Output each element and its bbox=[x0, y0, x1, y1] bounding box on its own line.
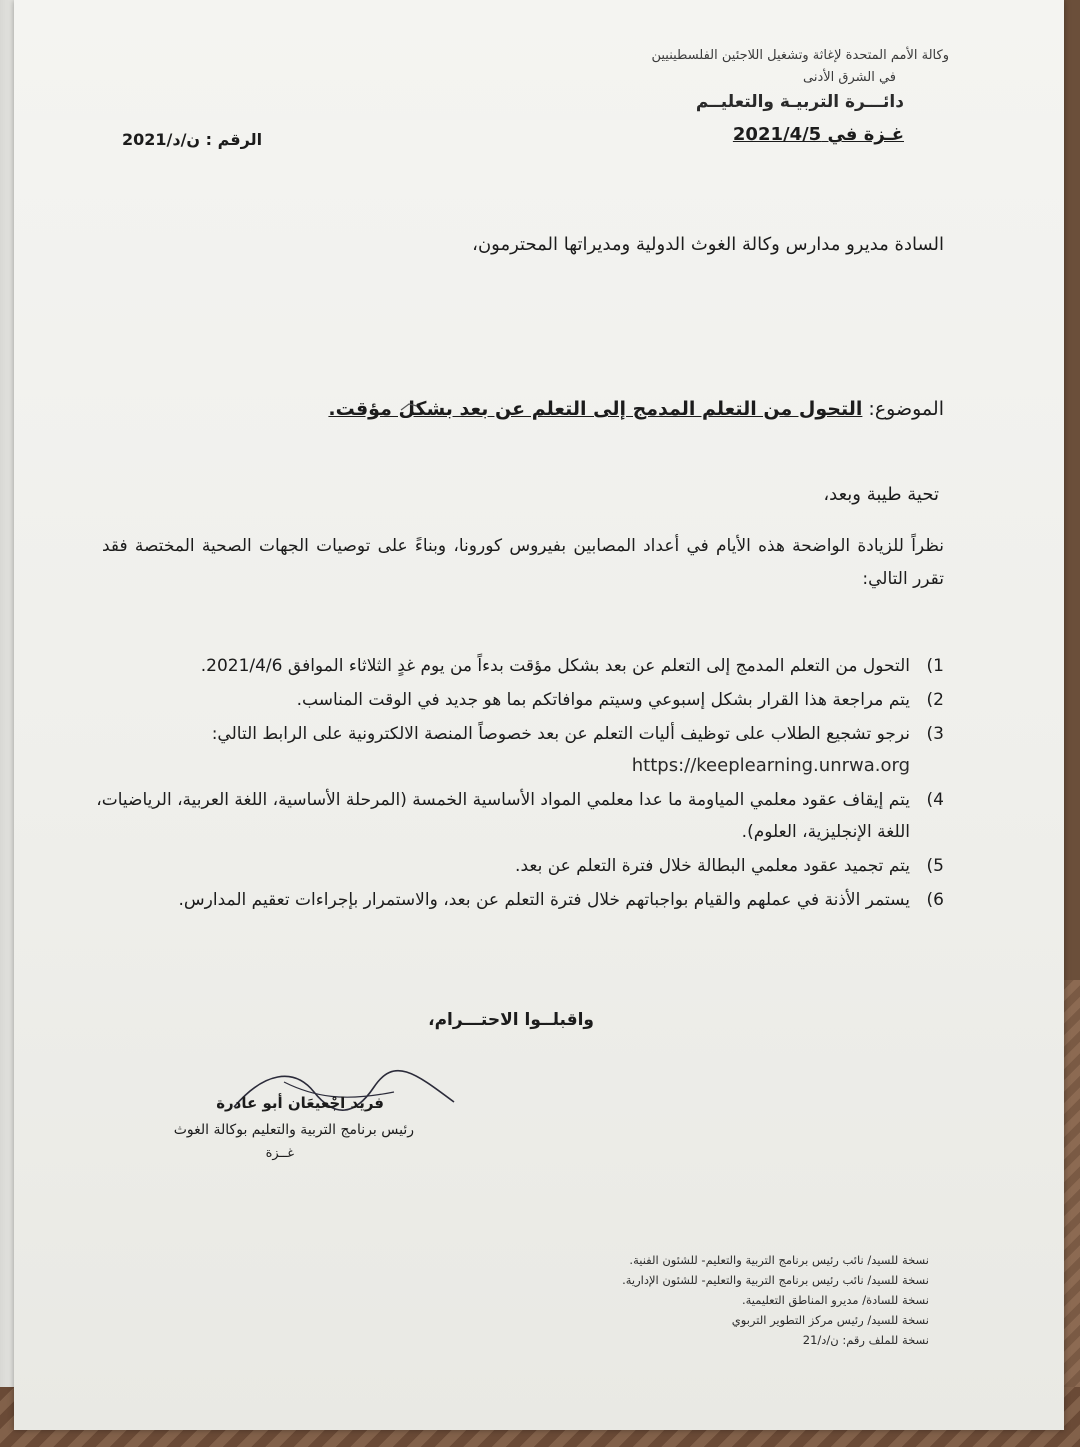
item-number: 4) bbox=[926, 790, 944, 810]
subject-text: التحول من التعلم المدمج إلى التعلم عن بعد بشكل مؤقت. bbox=[328, 398, 863, 420]
organization-name: وكالة الأمم المتحدة لإغاثة وتشغيل اللاجئين الفلسطينيين bbox=[651, 48, 949, 63]
item-text: يستمر الأذنة في عملهم والقيام بواجباتهم خلال فترة التعلم عن بعد، والاستمرار بإجراءات تعقيم المدارس. bbox=[178, 890, 910, 910]
item-number: 3) bbox=[926, 724, 944, 744]
salutation: السادة مديرو مدارس وكالة الغوث الدولية ومديراتها المحترمون، bbox=[472, 234, 944, 255]
place-date: غـزة في 2021/4/5 bbox=[732, 124, 904, 145]
list-item bbox=[94, 784, 944, 848]
handwritten-signature bbox=[224, 1062, 464, 1122]
copy-line: نسخة للسيد/ رئيس مركز التطوير التربوي bbox=[731, 1313, 929, 1327]
department-name: دائـــرة التربيـة والتعليــم bbox=[695, 92, 904, 112]
item-text: نرجو تشجيع الطلاب على توظيف أليات التعلم عن بعد خصوصاً المنصة الالكترونية على الرابط التالي: bbox=[211, 724, 910, 744]
item-text: يتم إيقاف عقود معلمي المياومة ما عدا معلمي المواد الأساسية الخمسة (المرحلة الأساسية، اللغة العربية، الرياضيات، اللغة الإنجليزية، العلوم). bbox=[96, 790, 910, 842]
subject-line bbox=[328, 398, 944, 420]
reference-number: الرقم : ن/د/2021 bbox=[122, 130, 263, 149]
closing-line: واقبلــوا الاحتـــرام، bbox=[428, 1010, 594, 1030]
item-text: يتم مراجعة هذا القرار بشكل إسبوعي وسيتم موافاتكم بما هو جديد في الوقت المناسب. bbox=[296, 690, 910, 710]
item-text: التحول من التعلم المدمج إلى التعلم عن بعد بشكل مؤقت بدءاً من يوم غدٍ الثلاثاء الموافق 2021/4/6. bbox=[200, 656, 910, 676]
letter-page bbox=[14, 0, 1064, 1430]
subject-label: الموضوع: bbox=[862, 398, 944, 420]
item-text: يتم تجميد عقود معلمي البطالة خلال فترة التعلم عن بعد. bbox=[515, 856, 910, 876]
item-content bbox=[94, 718, 910, 782]
organization-region: في الشرق الأدنى bbox=[802, 70, 896, 85]
signatory-name: فريد اجْعيعَان أبو عادرة bbox=[216, 1094, 384, 1112]
item-number: 2) bbox=[926, 690, 944, 710]
item-number: 6) bbox=[926, 890, 944, 910]
copy-line: نسخة للملف رقم: ن/د/21 bbox=[802, 1333, 929, 1347]
pen-mark bbox=[399, 400, 419, 414]
copy-line: نسخة للسيد/ نائب رئيس برنامج التربية والتعليم- للشئون الإدارية. bbox=[622, 1273, 929, 1287]
copies-list bbox=[529, 1250, 929, 1350]
signatory-title: رئيس برنامج التربية والتعليم بوكالة الغوث bbox=[173, 1122, 414, 1138]
list-item bbox=[94, 718, 944, 782]
copy-line: نسخة للسادة/ مديرو المناطق التعليمية. bbox=[741, 1293, 929, 1307]
list-item bbox=[94, 850, 944, 882]
list-item bbox=[94, 650, 944, 682]
list-item bbox=[94, 684, 944, 716]
item-number: 5) bbox=[926, 856, 944, 876]
copy-line: نسخة للسيد/ نائب رئيس برنامج التربية والتعليم- للشئون الفنية. bbox=[629, 1253, 929, 1267]
greeting: تحية طيبة وبعد، bbox=[823, 484, 939, 505]
decision-list bbox=[94, 650, 944, 918]
intro-paragraph: نظراً للزيادة الواضحة هذه الأيام في أعداد المصابين بفيروس كورونا، وبناءً على توصيات الجهات الصحية المختصة فقد تقرر التالي: bbox=[102, 536, 944, 589]
list-item bbox=[94, 884, 944, 916]
platform-link[interactable]: https://keeplearning.unrwa.org bbox=[631, 755, 910, 776]
signatory-city: غــزة bbox=[265, 1146, 294, 1161]
item-number: 1) bbox=[926, 656, 944, 676]
